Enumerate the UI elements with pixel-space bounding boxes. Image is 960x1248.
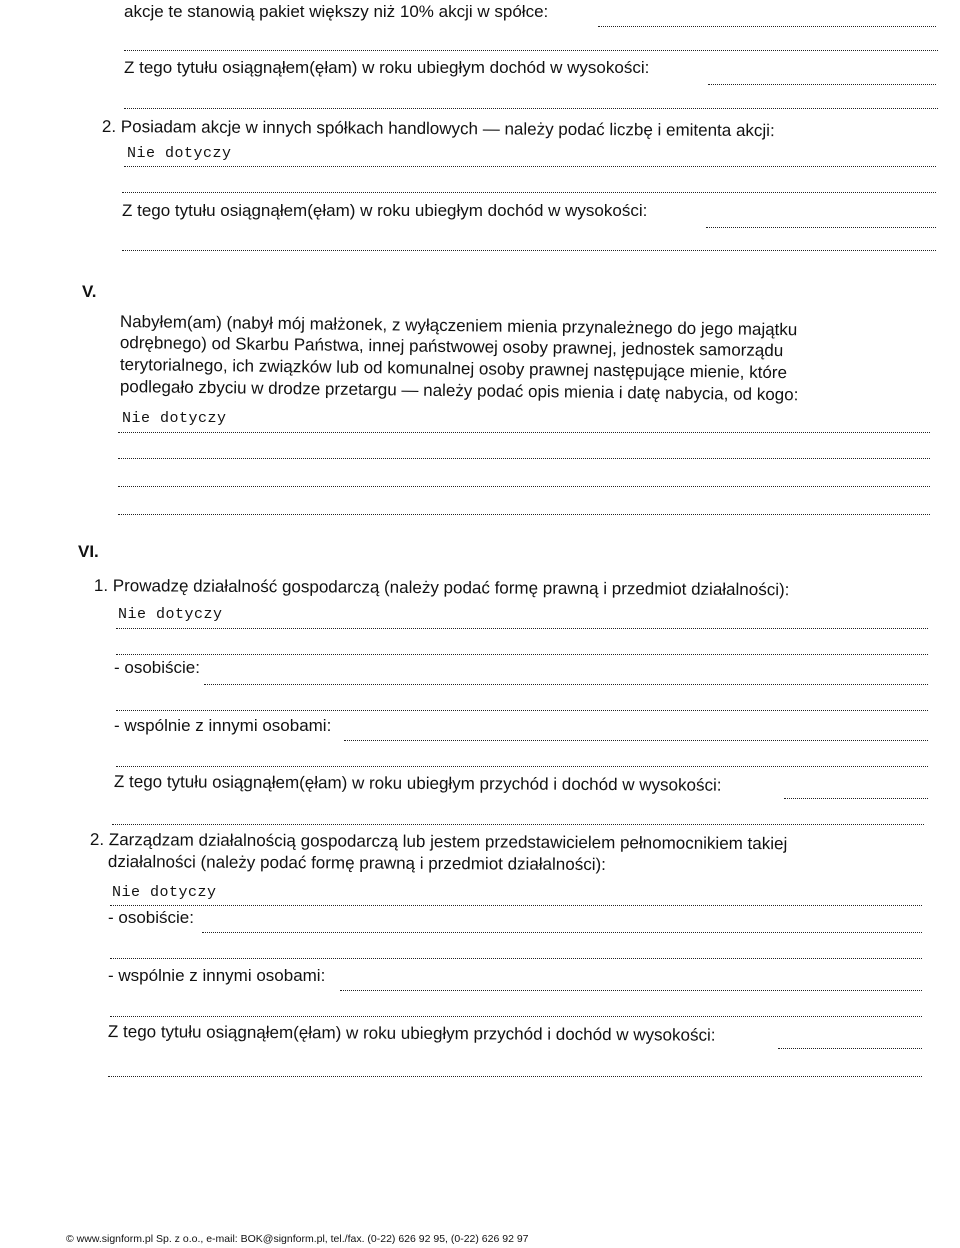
business-joint-field[interactable] bbox=[344, 740, 928, 741]
section-v-text-line1: Nabyłem(am) (nabył mój małżonek, z wyłączeniem mienia przynależnego do jego majątku bbox=[119, 312, 798, 340]
business-activity-item: 1. Prowadzę działalność gospodarczą (należy podać formę prawną i przedmiot działalności): bbox=[93, 576, 790, 600]
other-shares-field[interactable] bbox=[124, 166, 936, 167]
management-item-line1: 2. Zarządzam działalnością gospodarczą lub jestem przedstawicielem pełnomocnikiem takiej bbox=[89, 830, 788, 854]
shares-over-10-income-field-line2[interactable] bbox=[124, 108, 938, 109]
shares-over-10-field[interactable] bbox=[598, 26, 936, 27]
section-v-field[interactable] bbox=[118, 432, 930, 433]
business-personal-label: - osobiście: bbox=[114, 658, 200, 677]
management-income-field[interactable] bbox=[778, 1048, 922, 1049]
section-v-text-line4: podlegało zbyciu w drodze przetargu — należy podać opis mienia i datę nabycia, od kogo: bbox=[119, 377, 799, 405]
business-personal-field[interactable] bbox=[204, 684, 928, 685]
management-joint-label: - wspólnie z innymi osobami: bbox=[108, 966, 326, 985]
management-personal-label: - osobiście: bbox=[108, 908, 194, 927]
shares-over-10-label: akcje te stanowią pakiet większy niż 10% akcji w spółce: bbox=[124, 2, 549, 21]
management-income-field-line2[interactable] bbox=[108, 1076, 922, 1077]
section-v-text-line2: odrębnego) od Skarbu Państwa, innej państwowej osoby prawnej, jednostek samorządu bbox=[119, 333, 784, 361]
other-shares-field-line2[interactable] bbox=[122, 192, 936, 193]
shares-over-10-field-line2[interactable] bbox=[124, 50, 938, 51]
business-activity-answer: Nie dotyczy bbox=[118, 606, 223, 623]
section-v-field-line4[interactable] bbox=[118, 514, 930, 515]
business-personal-field-line2[interactable] bbox=[116, 710, 928, 711]
section-v-answer: Nie dotyczy bbox=[122, 410, 227, 427]
section-vi-numeral: VI. bbox=[78, 542, 99, 561]
section-v-field-line3[interactable] bbox=[118, 486, 930, 487]
other-shares-income-label: Z tego tytułu osiągnąłem(ęłam) w roku ubiegłym dochód w wysokości: bbox=[122, 201, 648, 220]
business-activity-field[interactable] bbox=[116, 628, 928, 629]
management-income-label: Z tego tytułu osiągnąłem(ęłam) w roku ubiegłym przychód i dochód w wysokości: bbox=[107, 1022, 716, 1045]
other-shares-income-field[interactable] bbox=[706, 227, 936, 228]
business-income-field[interactable] bbox=[784, 798, 928, 799]
shares-over-10-income-field[interactable] bbox=[708, 84, 936, 85]
management-joint-field-line2[interactable] bbox=[110, 1016, 922, 1017]
management-answer: Nie dotyczy bbox=[112, 884, 217, 901]
business-income-label: Z tego tytułu osiągnąłem(ęłam) w roku ubiegłym przychód i dochód w wysokości: bbox=[113, 772, 722, 795]
management-personal-field[interactable] bbox=[202, 932, 922, 933]
management-field[interactable] bbox=[110, 905, 922, 906]
other-shares-income-field-line2[interactable] bbox=[122, 250, 936, 251]
section-v-text-line3: terytorialnego, ich związków lub od komunalnej osoby prawnej następujące mienie, które bbox=[119, 355, 788, 383]
management-item-line2: działalności (należy podać formę prawną i przedmiot działalności): bbox=[107, 852, 606, 875]
business-joint-label: - wspólnie z innymi osobami: bbox=[114, 716, 332, 735]
other-shares-answer: Nie dotyczy bbox=[127, 145, 232, 162]
management-joint-field[interactable] bbox=[340, 990, 922, 991]
section-v-field-line2[interactable] bbox=[118, 458, 930, 459]
section-v-numeral: V. bbox=[82, 282, 97, 301]
business-joint-field-line2[interactable] bbox=[116, 766, 928, 767]
business-income-field-line2[interactable] bbox=[112, 824, 924, 825]
business-activity-field-line2[interactable] bbox=[116, 654, 928, 655]
footer-copyright: © www.signform.pl Sp. z o.o., e-mail: BOK@signform.pl, tel./fax. (0-22) 626 92 95, (0-22) 626 92 97 bbox=[66, 1233, 529, 1245]
shares-over-10-income-label: Z tego tytułu osiągnąłem(ęłam) w roku ubiegłym dochód w wysokości: bbox=[124, 58, 650, 77]
other-shares-item: 2. Posiadam akcje w innych spółkach handlowych — należy podać liczbę i emitenta akcji: bbox=[101, 117, 775, 141]
management-personal-field-line2[interactable] bbox=[110, 958, 922, 959]
